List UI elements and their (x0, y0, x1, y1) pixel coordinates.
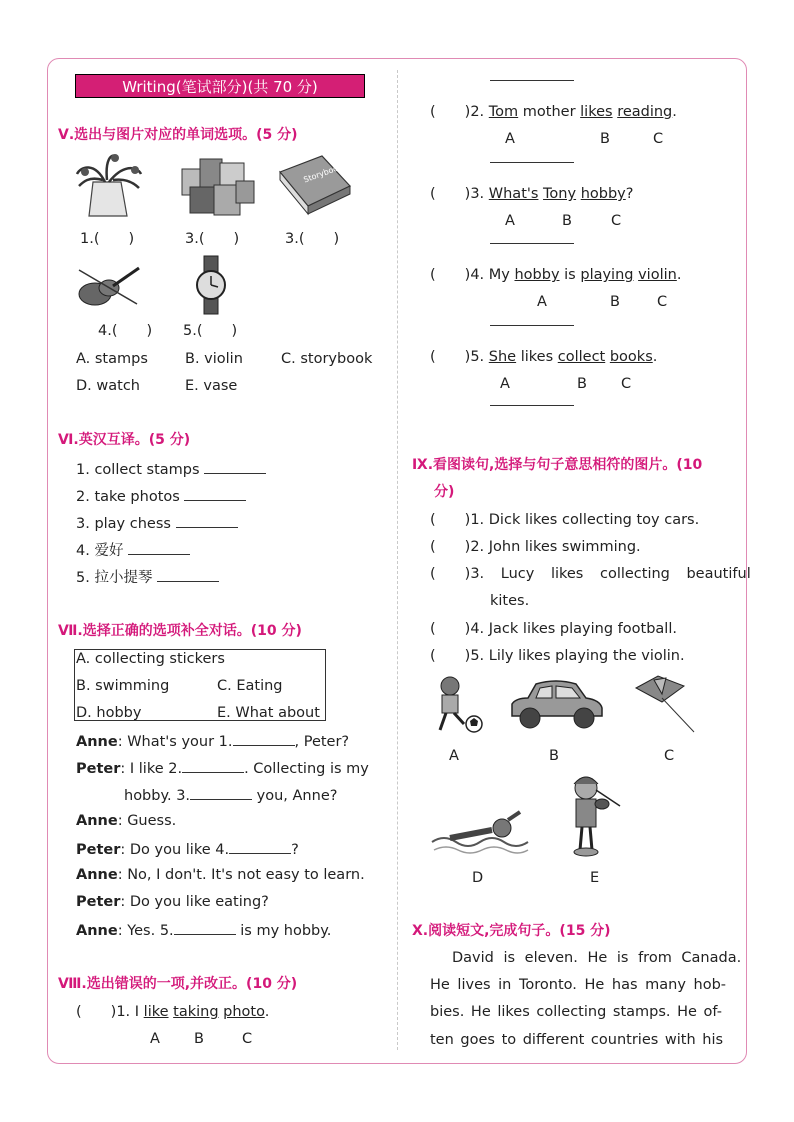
dialog-text: : No, I don't. It's not easy to learn. (117, 867, 365, 883)
s6-item (76, 513, 238, 533)
s8-question-3 (430, 185, 633, 203)
passage-line: bies. He likes collecting stamps. He of- (430, 1004, 722, 1020)
s5-label-3: 3.( ) (285, 231, 340, 247)
speaker: Peter (76, 761, 121, 777)
dialog-line (76, 731, 349, 751)
choice-letter: C (242, 1031, 253, 1047)
pic-label-a: A (449, 748, 459, 764)
pic-label-e: E (590, 870, 600, 886)
s6-item (76, 567, 219, 587)
s6-item-text: 3. play chess (76, 516, 171, 532)
answer-paren[interactable]: ( ) (430, 621, 471, 637)
storybook-cover-text: Storybook (302, 162, 344, 185)
s8-question-4 (430, 266, 681, 284)
choice-letter: B (600, 131, 610, 147)
dialog-line (76, 758, 369, 778)
choice-letter: C (611, 213, 622, 229)
s8-question-5 (430, 348, 657, 366)
choice-letter: B (577, 376, 587, 392)
pic-label-d: D (472, 870, 484, 886)
speaker: Anne (76, 923, 118, 939)
speaker: Anne (76, 867, 118, 883)
column-divider (397, 70, 398, 1050)
pic-label-c: C (664, 748, 675, 764)
speaker: Peter (76, 842, 121, 858)
q-text: 4. My (470, 267, 515, 283)
s5-option-d: D. watch (76, 378, 140, 394)
box-option-b: B. swimming (76, 678, 170, 694)
s5-label-4: 4.( ) (98, 323, 153, 339)
underlined-word: hobby (580, 186, 626, 202)
dialog-text: , Peter? (294, 734, 350, 750)
s6-item (76, 459, 266, 479)
answer-paren[interactable]: ( ) (430, 104, 471, 120)
s6-item (76, 486, 246, 506)
answer-blank[interactable] (233, 731, 295, 746)
underlined-word: likes (580, 104, 613, 120)
toy-car-picture (506, 676, 606, 736)
s6-item-text: 2. take photos (76, 489, 180, 505)
answer-blank[interactable] (174, 920, 236, 935)
s9-item-text: 5. Lily likes playing the violin. (470, 648, 685, 664)
underlined-word: reading (617, 104, 673, 120)
answer-paren[interactable]: ( ) (430, 539, 471, 555)
answer-blank[interactable] (204, 459, 266, 474)
underlined-word: books (609, 349, 653, 365)
s5-option-a: A. stamps (76, 351, 148, 367)
answer-paren[interactable]: ( ) (76, 1004, 117, 1020)
s8-question-2 (430, 103, 677, 121)
q-text: . (672, 104, 677, 120)
s5-label-5: 5.( ) (183, 323, 238, 339)
choice-letter: A (505, 213, 515, 229)
s9-item (430, 620, 677, 638)
s5-option-b: B. violin (185, 351, 243, 367)
answer-line[interactable] (490, 325, 574, 326)
answer-blank[interactable] (157, 567, 219, 582)
underlined-word: taking (173, 1004, 219, 1020)
answer-blank[interactable] (229, 839, 291, 854)
underlined-word: Tony (543, 186, 577, 202)
box-option-c: C. Eating (217, 678, 283, 694)
choice-letter: A (150, 1031, 160, 1047)
choice-letter: C (621, 376, 632, 392)
passage-line: He lives in Toronto. He has many hob- (430, 977, 727, 993)
section-8-title: Ⅷ.选出错误的一项,并改正。(10 分) (58, 976, 298, 992)
passage-line: ten goes to different countries with his (430, 1032, 724, 1048)
q-text: . (676, 267, 682, 283)
dialog-text: ? (291, 842, 299, 858)
answer-blank[interactable] (182, 758, 244, 773)
underlined-word: What's (488, 186, 539, 202)
q-text: likes (516, 349, 558, 365)
q-text: . (264, 1004, 270, 1020)
dialog-line (76, 893, 269, 911)
answer-line[interactable] (490, 243, 574, 244)
answer-blank[interactable] (128, 540, 190, 555)
underlined-word: Tom (488, 104, 519, 120)
s8-question-1 (76, 1003, 269, 1021)
dialog-text: : What's your 1. (117, 734, 233, 750)
s9-item (430, 647, 685, 665)
dialog-text: : Yes. 5. (117, 923, 174, 939)
s9-item (430, 538, 641, 556)
violin-picture (75, 260, 143, 312)
dialog-line (124, 785, 337, 805)
writing-banner: Writing(笔试部分)(共 70 分) (75, 74, 365, 98)
q-text: 3. (470, 186, 489, 202)
s9-item-text: 4. Jack likes playing football. (470, 621, 677, 637)
choice-letter: C (653, 131, 664, 147)
dialog-text: : I like 2. (120, 761, 183, 777)
q-text: 2. (470, 104, 489, 120)
underlined-word: She (488, 349, 517, 365)
dialog-text: : Do you like eating? (120, 894, 269, 910)
underlined-word: collect (557, 349, 606, 365)
s9-item-text: 3. Lucy likes collecting beautiful (470, 566, 751, 582)
q-text: . (652, 349, 658, 365)
choice-letter: B (610, 294, 620, 310)
watch-picture (192, 256, 232, 314)
underlined-word: like (143, 1004, 169, 1020)
section-7-title: Ⅶ.选择正确的选项补全对话。(10 分) (58, 623, 302, 639)
dialog-line (76, 812, 176, 830)
s6-item-text: 4. 爱好 (76, 543, 124, 559)
vase-picture (75, 152, 145, 220)
storybook-picture (276, 152, 352, 218)
s9-item-text: 2. John likes swimming. (470, 539, 641, 555)
kite-picture (632, 674, 696, 736)
q-text: mother (518, 104, 581, 120)
choice-letter: B (194, 1031, 204, 1047)
answer-blank[interactable] (176, 513, 238, 528)
answer-paren[interactable]: ( ) (430, 648, 471, 664)
section-6-title: Ⅵ.英汉互译。(5 分) (58, 432, 191, 448)
section-9-title: Ⅸ.看图读句,选择与句子意思相符的图片。(10 (412, 457, 703, 473)
section-10-title: Ⅹ.阅读短文,完成句子。(15 分) (412, 923, 611, 939)
dialog-line (76, 866, 365, 884)
swimmer-picture (430, 808, 530, 856)
s9-item (430, 565, 751, 583)
answer-paren[interactable]: ( ) (430, 512, 471, 528)
s9-item-text: 1. Dick likes collecting toy cars. (470, 512, 700, 528)
pic-label-b: B (549, 748, 559, 764)
underlined-word: violin (638, 267, 677, 283)
answer-line[interactable] (490, 405, 574, 406)
s5-label-1: 1.( ) (80, 231, 135, 247)
answer-blank[interactable] (184, 486, 246, 501)
stamps-picture (180, 155, 255, 220)
violin-girl-picture (562, 770, 622, 858)
dialog-line (76, 920, 331, 940)
s9-item (430, 511, 699, 529)
underlined-word: photo (223, 1004, 265, 1020)
speaker: Peter (76, 894, 121, 910)
answer-line[interactable] (490, 80, 574, 81)
answer-paren[interactable]: ( ) (430, 267, 471, 283)
q-text: 5. (470, 349, 489, 365)
answer-paren[interactable]: ( ) (430, 349, 471, 365)
choice-letter: C (657, 294, 668, 310)
dialog-line (76, 839, 299, 859)
underlined-word: playing (580, 267, 634, 283)
s6-item-text: 5. 拉小提琴 (76, 570, 153, 586)
answer-blank[interactable] (190, 785, 252, 800)
s9-item-cont: kites. (490, 593, 530, 609)
passage-line: David is eleven. He is from Canada. (452, 950, 742, 966)
dialog-text: : Do you like 4. (120, 842, 230, 858)
speaker: Anne (76, 813, 118, 829)
section-5-title: Ⅴ.选出与图片对应的单词选项。(5 分) (58, 127, 298, 143)
q-text: 1. I (116, 1004, 144, 1020)
choice-letter: A (500, 376, 510, 392)
section-9-title-cont: 分) (434, 484, 455, 500)
q-text: ? (625, 186, 634, 202)
dialog-text: . Collecting is my (244, 761, 369, 777)
box-option-d: D. hobby (76, 705, 142, 721)
dialog-text: : Guess. (117, 813, 177, 829)
choice-letter: A (537, 294, 547, 310)
answer-paren[interactable]: ( ) (430, 186, 471, 202)
s5-option-e: E. vase (185, 378, 238, 394)
s5-option-c: C. storybook (281, 351, 373, 367)
s6-item-text: 1. collect stamps (76, 462, 200, 478)
choice-letter: A (505, 131, 515, 147)
dialog-text: hobby. 3. (124, 788, 191, 804)
box-option-a: A. collecting stickers (76, 651, 225, 667)
choice-letter: B (562, 213, 572, 229)
football-boy-picture (428, 674, 486, 736)
speaker: Anne (76, 734, 118, 750)
s6-item (76, 540, 190, 560)
dialog-text: you, Anne? (252, 788, 338, 804)
underlined-word: hobby (514, 267, 560, 283)
answer-paren[interactable]: ( ) (430, 566, 471, 582)
s5-label-2: 3.( ) (185, 231, 240, 247)
answer-line[interactable] (490, 162, 574, 163)
dialog-text: is my hobby. (235, 923, 332, 939)
box-option-e: E. What about (217, 705, 320, 721)
q-text: is (559, 267, 581, 283)
